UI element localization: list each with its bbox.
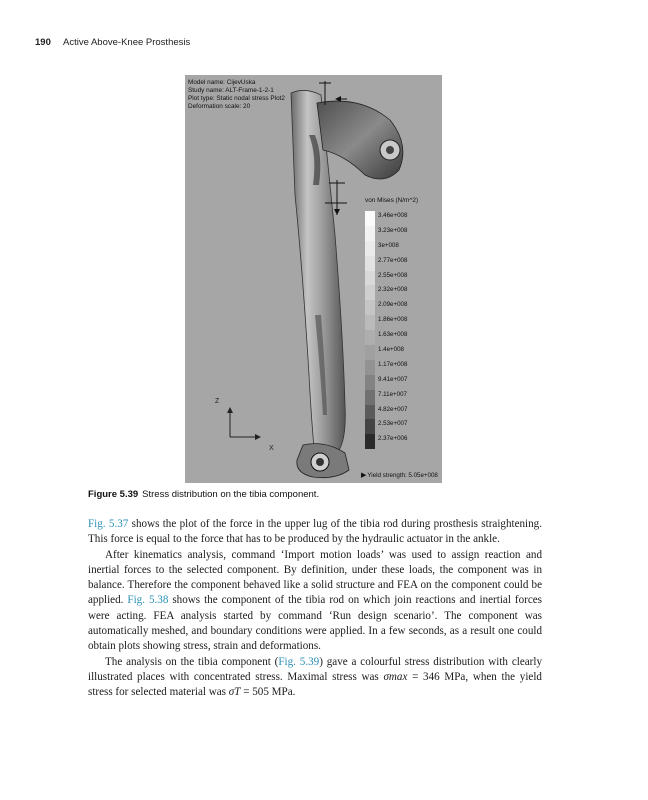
legend-value: 2.32e+008 [378, 286, 408, 294]
sigma-t: σT [228, 686, 241, 699]
legend-swatch [365, 300, 375, 315]
legend-value: 2.09e+008 [378, 301, 408, 309]
yield-strength-label: Yield strength: 5.05e+008 [367, 472, 438, 479]
paragraph-2: After kinematics analysis, command ‘Import motion loads’ was used to assign reaction and inertial forces to the selected component. By definition, under these loads, the component was in balance. Therefore the component behaved like a solid structure and FEA on the component could be applied. Fig. 5.38 shows the component of the tibia rod on which join reactions and inertial forces were acting. FEA analysis started by command ‘Run design scenario’. The component was automatically meshed, and boundary conditions were applied. In a few seconds, as a result one could obtain plots showing stress, strain and deformations. [88, 548, 542, 653]
figure-label: Figure 5.39 [88, 489, 139, 500]
legend-swatch [365, 360, 375, 375]
legend-swatch [365, 271, 375, 286]
yield-arrow-icon: ▶ [361, 472, 367, 479]
legend-title: von Mises (N/m^2) [365, 197, 419, 204]
model-name: Model name: CijevUska [188, 79, 256, 86]
legend-swatch [365, 241, 375, 256]
plot-type: Plot type: Static nodal stress Plot2 [188, 95, 285, 102]
body-text [88, 517, 542, 701]
legend-value: 2.37e+006 [378, 435, 408, 443]
legend-swatch [365, 434, 375, 449]
legend-swatch [365, 285, 375, 300]
deformation-scale: Deformation scale: 20 [188, 103, 251, 110]
legend-swatch [365, 256, 375, 271]
legend-value: 4.82e+007 [378, 405, 408, 413]
yield-strength-marker [361, 471, 438, 479]
legend-swatch [365, 375, 375, 390]
sigma-max: σmax [383, 670, 408, 683]
legend-swatch [365, 330, 375, 345]
caption-text: Stress distribution on the tibia component. [142, 489, 320, 500]
legend-swatch [365, 315, 375, 330]
legend-swatch [365, 419, 375, 434]
fig-ref-5-37[interactable]: Fig. 5.37 [88, 518, 129, 530]
study-name: Study name: ALT-Frame-1-2-1 [188, 87, 274, 94]
legend-value: 3e+008 [378, 241, 399, 249]
legend-value: 2.55e+008 [378, 271, 408, 279]
legend-value: 1.4e+008 [378, 346, 404, 354]
legend-swatch [365, 211, 375, 226]
legend-value: 1.86e+008 [378, 316, 408, 324]
fig-ref-5-38[interactable]: Fig. 5.38 [127, 594, 169, 607]
legend-swatch [365, 390, 375, 405]
legend-swatch [365, 405, 375, 420]
fig-ref-5-39[interactable]: Fig. 5.39 [278, 655, 320, 668]
legend-labels [378, 209, 407, 447]
figure-caption [88, 489, 319, 500]
legend-value: 2.53e+007 [378, 420, 408, 428]
legend-swatch [365, 345, 375, 360]
running-header [35, 37, 190, 48]
axis-z-label: Z [215, 398, 220, 405]
running-title: Active Above-Knee Prosthesis [62, 37, 191, 48]
legend-value: 3.23e+008 [378, 226, 408, 234]
legend-color-bar [365, 211, 375, 449]
legend-value: 9.41e+007 [378, 375, 408, 383]
legend-swatch [365, 226, 375, 241]
legend-value: 1.17e+008 [378, 360, 408, 368]
page-number: 190 [35, 37, 51, 48]
legend-value: 7.11e+007 [378, 390, 407, 398]
legend-value: 2.77e+008 [378, 256, 408, 264]
paragraph-1: Fig. 5.37 shows the plot of the force in the upper lug of the tibia rod during prosthesis straightening. This force is equal to the force that has to be produced by the hydraulic actuator in the ankle. [88, 518, 543, 546]
legend-value: 1.63e+008 [378, 331, 408, 339]
stress-plot-figure [185, 75, 442, 483]
legend-value: 3.46e+008 [378, 212, 408, 219]
study-info-block [188, 79, 285, 111]
axis-x-label: X [269, 445, 274, 452]
paragraph-3: The analysis on the tibia component (Fig. 5.39) gave a colourful stress distribution with clearly illustrated places with concentrated stress. Maximal stress was σmax = 346 MPa, when the yield stress for selected material was σT = 505 MPa. [88, 655, 542, 699]
